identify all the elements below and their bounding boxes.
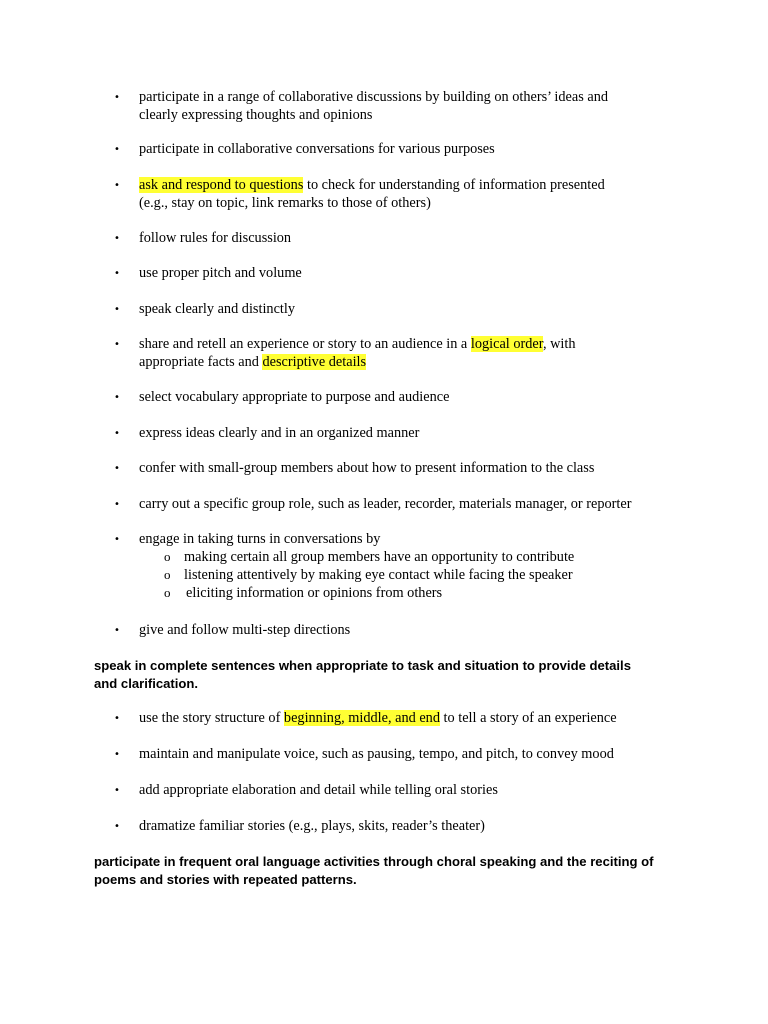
sub-list-item: listening attentively by making eye contact while facing the speaker xyxy=(184,567,573,583)
bullet-icon: • xyxy=(114,785,120,796)
list-item-line: participate in a range of collaborative discussions by building on others’ ideas and xyxy=(139,89,609,105)
sub-bullet-icon: o xyxy=(164,549,171,564)
list-item: speak clearly and distinctly xyxy=(139,301,296,317)
bullet-icon: • xyxy=(114,428,120,439)
heading-line: speak in complete sentences when appropriate to task and situation to provide details xyxy=(94,658,631,673)
list-item-line: appropriate facts and descriptive details xyxy=(139,353,367,370)
sub-bullet-icon: o xyxy=(164,585,171,600)
bullet-icon: • xyxy=(114,821,120,832)
bullet-icon: • xyxy=(114,625,120,636)
highlighted-text: descriptive details xyxy=(262,353,367,370)
bullet-icon: • xyxy=(114,92,120,103)
list-item-line: (e.g., stay on topic, link remarks to those of others) xyxy=(139,194,431,211)
list-item xyxy=(139,177,699,212)
sub-list-item: making certain all group members have an opportunity to contribute xyxy=(184,549,575,565)
highlighted-text: logical order xyxy=(470,336,543,352)
bullet-icon: • xyxy=(114,749,120,760)
heading-line: and clarification. xyxy=(94,675,199,691)
list-item: follow rules for discussion xyxy=(139,230,292,246)
section-heading xyxy=(94,657,714,692)
list-item: dramatize familiar stories (e.g., plays, skits, reader’s theater) xyxy=(139,818,485,834)
list-item: confer with small-group members about how to present information to the class xyxy=(139,460,595,476)
bullet-icon: • xyxy=(114,180,120,191)
bullet-icon: • xyxy=(114,339,120,350)
bullet-icon: • xyxy=(114,463,120,474)
bullet-icon: • xyxy=(114,392,120,403)
list-item: express ideas clearly and in an organized manner xyxy=(139,425,420,441)
highlighted-text: beginning, middle, and end xyxy=(283,710,440,726)
sub-list-item: eliciting information or opinions from others xyxy=(186,585,443,601)
bullet-icon: • xyxy=(114,268,120,279)
section-heading xyxy=(94,853,714,888)
list-item xyxy=(139,89,699,124)
list-item-line: share and retell an experience or story to an audience in a logical order, with xyxy=(139,336,576,352)
heading-line: poems and stories with repeated patterns. xyxy=(94,871,357,887)
bullet-icon: • xyxy=(114,304,120,315)
list-item: give and follow multi-step directions xyxy=(139,622,351,638)
heading-line: participate in frequent oral language activities through choral speaking and the reciting of xyxy=(94,854,654,869)
bullet-icon: • xyxy=(114,499,120,510)
bullet-icon: • xyxy=(114,534,120,545)
list-item: select vocabulary appropriate to purpose and audience xyxy=(139,389,450,405)
list-item-line: clearly expressing thoughts and opinions xyxy=(139,106,373,123)
list-item: engage in taking turns in conversations by xyxy=(139,531,381,547)
list-item xyxy=(139,336,699,371)
bullet-icon: • xyxy=(114,713,120,724)
list-item: add appropriate elaboration and detail while telling oral stories xyxy=(139,782,498,798)
bullet-icon: • xyxy=(114,233,120,244)
bullet-icon: • xyxy=(114,144,120,155)
list-item: maintain and manipulate voice, such as pausing, tempo, and pitch, to convey mood xyxy=(139,746,614,762)
list-item-line: ask and respond to questions to check for understanding of information presented xyxy=(139,177,605,193)
highlighted-text: ask and respond to questions xyxy=(139,177,304,193)
list-item: participate in collaborative conversations for various purposes xyxy=(139,141,495,157)
sub-bullet-icon: o xyxy=(164,567,171,582)
list-item: carry out a specific group role, such as leader, recorder, materials manager, or reporter xyxy=(139,496,632,512)
list-item: use the story structure of beginning, middle, and end to tell a story of an experience xyxy=(139,710,617,726)
list-item: use proper pitch and volume xyxy=(139,265,302,281)
